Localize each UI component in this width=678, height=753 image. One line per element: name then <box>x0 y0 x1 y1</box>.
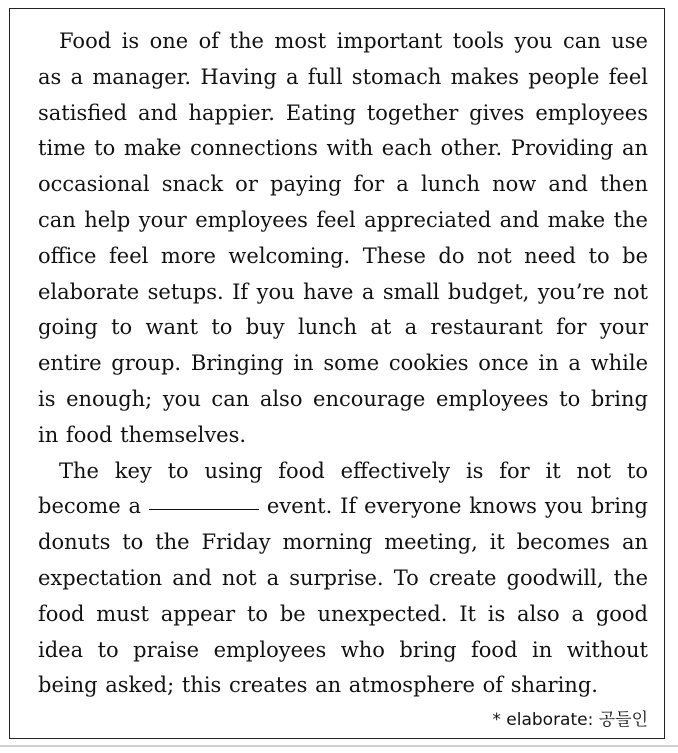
bottom-divider <box>0 745 678 747</box>
paragraph-1 <box>38 24 648 454</box>
paragraph-2-before-blank: The key to using food effectively is for it not to become a <box>38 458 648 519</box>
paragraph-2-after-blank: event. If everyone knows you bring donuts to the Friday morning meeting, it becomes an expectation and not a surprise. To create goodwill, the food must appear to be unexpected. It is also a good idea to praise employees who bring food in without being asked; this creates an atmosphere of sharing. <box>38 494 648 698</box>
answer-blank <box>149 508 259 510</box>
paragraph-2 <box>38 454 648 705</box>
paragraph-1-text: Food is one of the most important tools you can use as a manager. Having a full stomach makes people feel satisfied and happier. Eating together gives employees time to make connections with each other. Providing an occasional snack or paying for a lunch now and then can help your employees feel appreciated and make the office feel more welcoming. These do not need to be elaborate setups. If you have a small budget, you’re not going to want to buy lunch at a restaurant for your entire group. Bringing in some cookies once in a while is enough; you can also encourage employees to bring in food themselves. <box>38 29 648 447</box>
footnote: * elaborate: 공들인 <box>492 710 648 730</box>
passage <box>38 24 648 704</box>
